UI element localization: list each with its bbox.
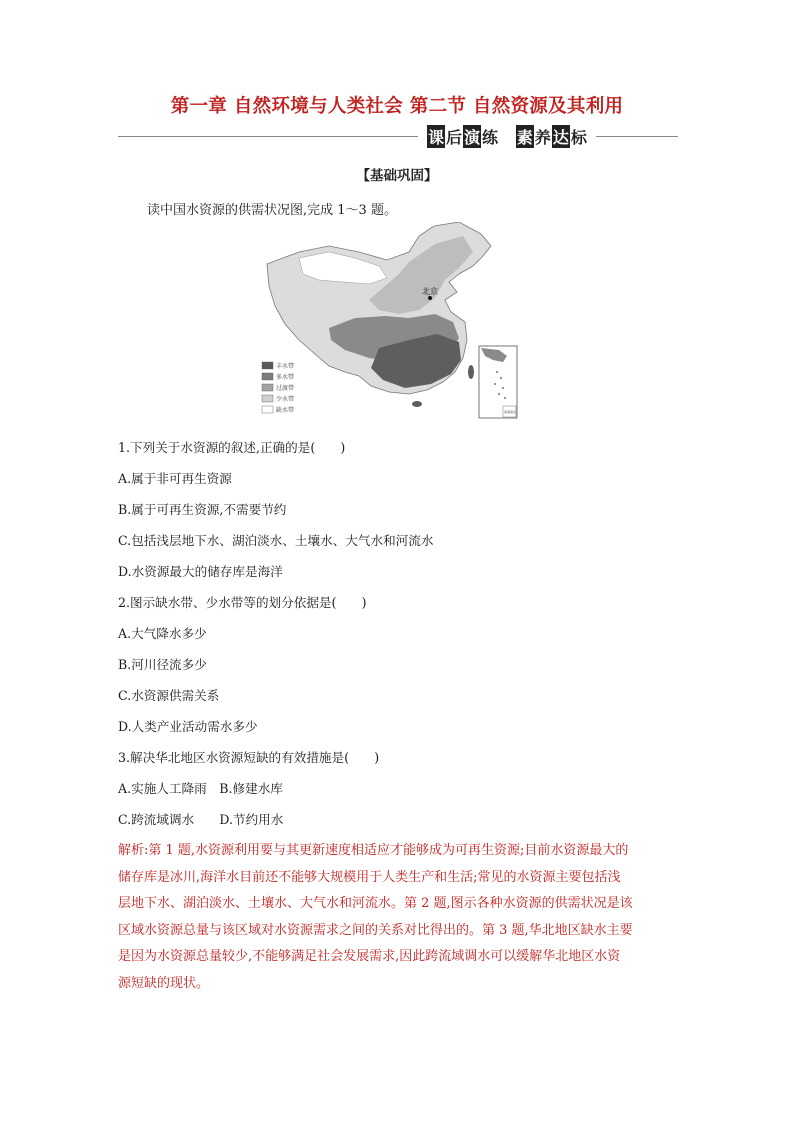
map-legend — [262, 362, 294, 414]
question-3-option: C.跨流域调水 D.节约用水 — [118, 812, 284, 827]
legend-label: 丰水带 — [276, 363, 295, 370]
answer-line: 层地下水、湖泊淡水、土壤水、大气水和河流水。第 2 题,图示各种水资源的供需状况是该 — [118, 896, 633, 911]
legend-label: 多水带 — [276, 374, 295, 381]
answer-line: 解析:第 1 题,水资源利用要与其更新速度相适应才能够成为可再生资源;目前水资源最大的 — [118, 843, 629, 858]
question-3-option: A.实施人工降雨 B.修建水库 — [118, 781, 283, 796]
question-1-option: B.属于可再生资源,不需要节约 — [118, 502, 287, 517]
question-3-stem: 3.解决华北地区水资源短缺的有效措施是( ) — [118, 750, 380, 765]
banner-char: 课 — [427, 125, 445, 148]
legend-label: 过渡带 — [276, 385, 295, 392]
map-inset — [479, 346, 517, 418]
banner-char: 养 — [534, 128, 551, 147]
legend-label: 少水带 — [276, 396, 295, 403]
question-1-stem: 1.下列关于水资源的叙述,正确的是( ) — [118, 440, 346, 455]
legend-swatch — [262, 384, 273, 391]
beijing-label: 北京 — [422, 287, 438, 296]
legend-swatch — [262, 373, 273, 380]
banner-char: 标 — [570, 128, 587, 147]
intro-text: 读中国水资源的供需状况图,完成 1～3 题。 — [147, 203, 397, 218]
question-2-stem: 2.图示缺水带、少水带等的划分依据是( ) — [118, 595, 367, 610]
answer-line: 区域水资源总量与该区域对水资源需求之间的关系对比得出的。第 3 题,华北地区缺水主要 — [118, 922, 633, 938]
answer-line: 源短缺的现状。 — [118, 975, 210, 991]
banner-char: 练 — [482, 128, 499, 147]
legend-swatch — [262, 395, 273, 402]
beijing-marker — [428, 296, 432, 300]
banner-text — [426, 125, 587, 148]
legend-swatch — [262, 406, 273, 413]
water-supply-map — [259, 222, 519, 420]
question-1-option: A.属于非可再生资源 — [118, 471, 232, 486]
question-2-option: D.人类产业活动需水多少 — [118, 719, 258, 734]
page-title: 第一章 自然环境与人类社会 第二节 自然资源及其利用 — [170, 96, 624, 117]
answer-analysis — [118, 838, 678, 997]
inset-label: 南海诸岛 — [504, 410, 517, 414]
banner-char: 达 — [552, 125, 570, 148]
legend-swatch — [262, 362, 273, 369]
answer-line: 是因为水资源总量较少,不能够满足社会发展需求,因此跨流域调水可以缓解华北地区水资 — [118, 949, 621, 964]
question-2-option: B.河川径流多少 — [118, 657, 207, 672]
legend-label: 缺水带 — [276, 407, 295, 414]
banner-char: 演 — [463, 125, 481, 148]
banner-char: 素 — [516, 125, 534, 148]
section-label: 【基础巩固】 — [356, 168, 438, 184]
answer-line: 储存库是冰川,海洋水目前还不能够大规模用于人类生产和生活;常见的水资源主要包括浅 — [118, 869, 621, 885]
map-island-hainan — [412, 401, 422, 407]
question-1-option: C.包括浅层地下水、湖泊淡水、土壤水、大气水和河流水 — [118, 533, 434, 548]
banner-line-left — [118, 136, 418, 137]
banner-char: 后 — [446, 128, 463, 147]
section-banner — [118, 125, 678, 149]
question-2-option: C.水资源供需关系 — [118, 688, 220, 703]
question-1-option: D.水资源最大的储存库是海洋 — [118, 564, 283, 579]
question-2-option: A.大气降水多少 — [118, 626, 207, 641]
map-island-taiwan — [468, 365, 474, 379]
banner-line-right — [596, 136, 678, 137]
